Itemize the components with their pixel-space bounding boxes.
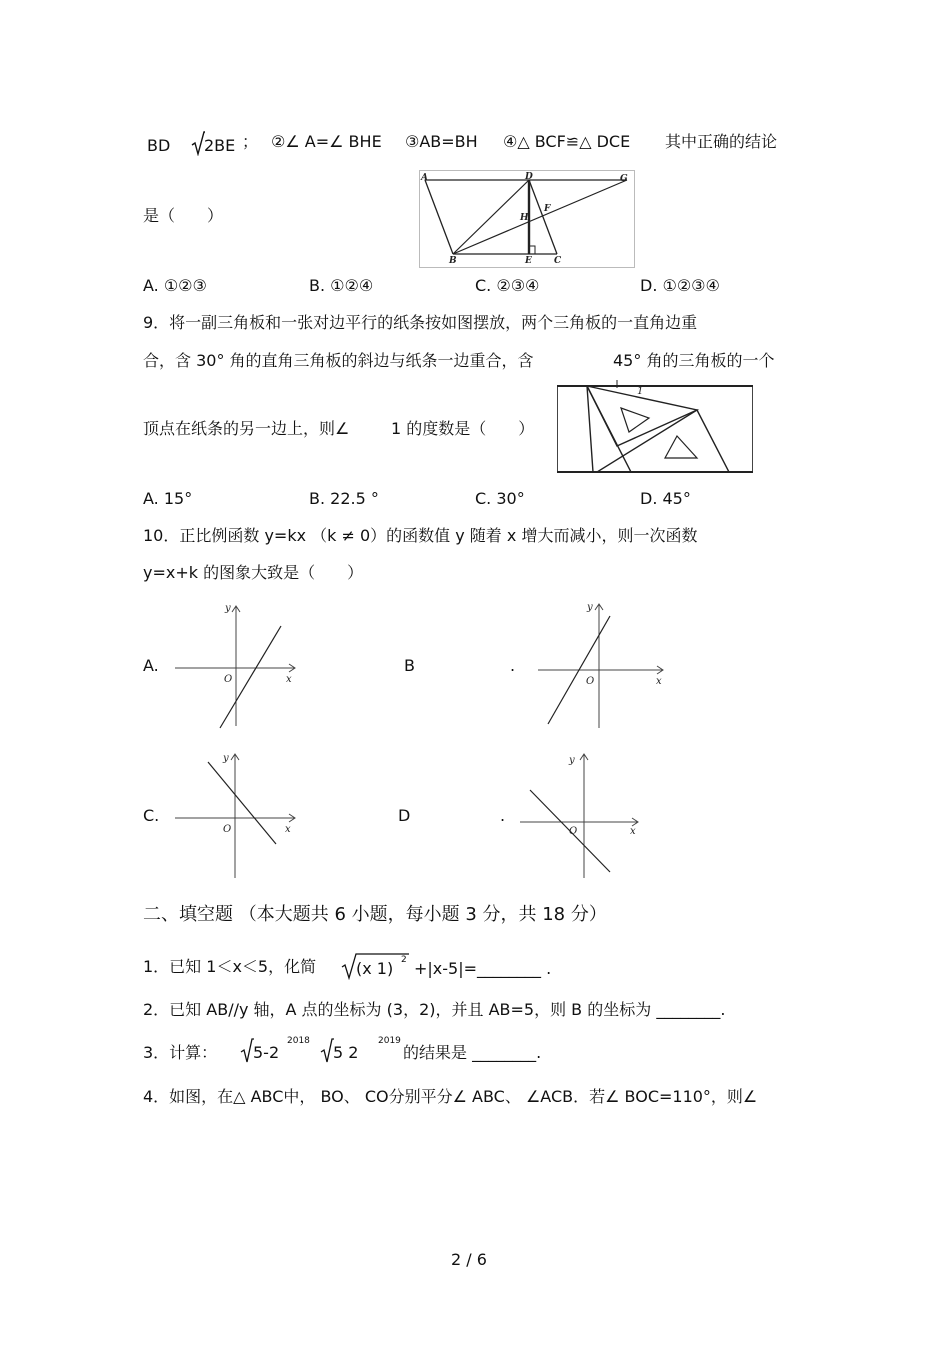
fill-1-suffix: +|x-5|=________ . (414, 959, 552, 978)
q8-item-2: ②∠ A=∠ BHE (271, 132, 382, 151)
q8-item-3: ③AB=BH (405, 132, 478, 151)
q10-a-x-label: x (286, 674, 292, 685)
q8-semicolon: ； (242, 132, 259, 151)
sqrt-symbol (191, 130, 205, 161)
q8-choice-a: A. ①②③ (143, 276, 207, 295)
q10-a-y-label: y (225, 603, 231, 614)
q10-c-origin: O (223, 824, 232, 835)
q8-choice-d: D. ①②③④ (640, 276, 720, 295)
q10-c-x-label: x (285, 824, 291, 835)
q8-geometry-figure (419, 170, 635, 268)
q8-label-b: B (449, 256, 457, 266)
q10-c-y-label: y (223, 753, 229, 764)
q8-choice-c: C. ②③④ (475, 276, 540, 295)
q9-set-square-figure (557, 380, 753, 474)
fill-1-exponent: 2 (401, 955, 407, 965)
q10-label-b-dot: . (510, 656, 516, 675)
q10-line-1: 10．正比例函数 y=kx （k ≠ 0）的函数值 y 随着 x 增大而减小，则一次函数 (143, 526, 698, 545)
fill-1-radicand: (x 1) (356, 959, 394, 978)
q8-label-c: C (554, 256, 562, 266)
q10-b-y-label: y (587, 602, 593, 613)
q9-choice-d: D. 45° (640, 489, 691, 508)
q10-label-d-dot: . (500, 806, 506, 825)
q9-line-2a: 合，含 30° 角的直角三角板的斜边与纸条一边重合，含 (143, 351, 534, 370)
q10-d-origin: O (569, 826, 578, 837)
fill-3-sqrt-1 (240, 1036, 254, 1069)
q10-b-origin: O (586, 676, 595, 687)
q9-line-2b: 45° 角的三角板的一个 (613, 351, 775, 370)
fill-1-prefix: 1．已知 1＜x＜5，化简 (143, 957, 317, 976)
q10-d-y-label: y (569, 755, 575, 766)
fill-3-term-2: 5 2 (333, 1043, 359, 1062)
q10-b-x-label: x (656, 676, 662, 687)
fill-3-suffix: 的结果是 ________. (403, 1043, 542, 1062)
q9-choice-a: A. 15° (143, 489, 193, 508)
q10-graph-d (520, 748, 645, 880)
q10-label-d: D (398, 806, 411, 825)
q9-line-3a: 顶点在纸条的另一边上，则∠ (143, 419, 350, 438)
section-2-heading: 二、填空题 （本大题共 6 小题，每小题 3 分，共 18 分） (143, 904, 607, 925)
q8-choice-b: B. ①②④ (309, 276, 374, 295)
q10-label-a: A. (143, 656, 159, 675)
fill-3-term-1: 5-2 (253, 1043, 280, 1062)
q10-line-2: y=x+k 的图象大致是（ ） (143, 563, 364, 582)
q8-label-f: F (544, 204, 551, 214)
fill-2: 2．已知 AB//y 轴，A 点的坐标为 (3，2)，并且 AB=5，则 B 的坐标为 ________. (143, 1000, 726, 1019)
q10-label-c: C. (143, 806, 160, 825)
q8-tail: 其中正确的结论 (665, 132, 778, 151)
q10-label-b: B (404, 656, 415, 675)
q10-d-x-label: x (630, 826, 636, 837)
q8-line-2: 是（ ） (143, 206, 224, 225)
q8-label-e: E (525, 256, 532, 266)
q10-graph-b (538, 600, 668, 730)
q10-graph-c (175, 748, 300, 880)
q8-label-a: A (421, 173, 428, 183)
q8-label-g: G (620, 174, 628, 184)
q9-line-3b: 1 的度数是（ ） (391, 419, 535, 438)
q10-graph-a (175, 600, 300, 730)
q10-a-origin: O (224, 674, 233, 685)
q9-choice-b: B. 22.5 ° (309, 489, 379, 508)
fill-3-sqrt-2 (320, 1036, 334, 1069)
q8-label-d: D (525, 172, 533, 182)
q9-choice-c: C. 30° (475, 489, 525, 508)
q9-line-1: 9．将一副三角板和一张对边平行的纸条按如图摆放，两个三角板的一直角边重 (143, 313, 698, 332)
q9-angle-1-label: 1 (637, 386, 644, 397)
q8-label-h: H (520, 213, 529, 223)
q8-bd-text: BD (147, 136, 171, 155)
fill-3-exponent-1: 2018 (287, 1036, 310, 1046)
fill-3-exponent-2: 2019 (378, 1036, 401, 1046)
q8-item-4: ④△ BCF≌△ DCE (503, 132, 631, 151)
fill-4: 4．如图，在△ ABC中， BO、 CO分别平分∠ ABC、 ∠ACB．若∠ BOC=110°，则∠ (143, 1087, 758, 1106)
fill-3-prefix: 3．计算： (143, 1043, 218, 1062)
page-number: 2 / 6 (451, 1250, 487, 1269)
q8-sqrt2be-text: 2BE (204, 136, 236, 155)
